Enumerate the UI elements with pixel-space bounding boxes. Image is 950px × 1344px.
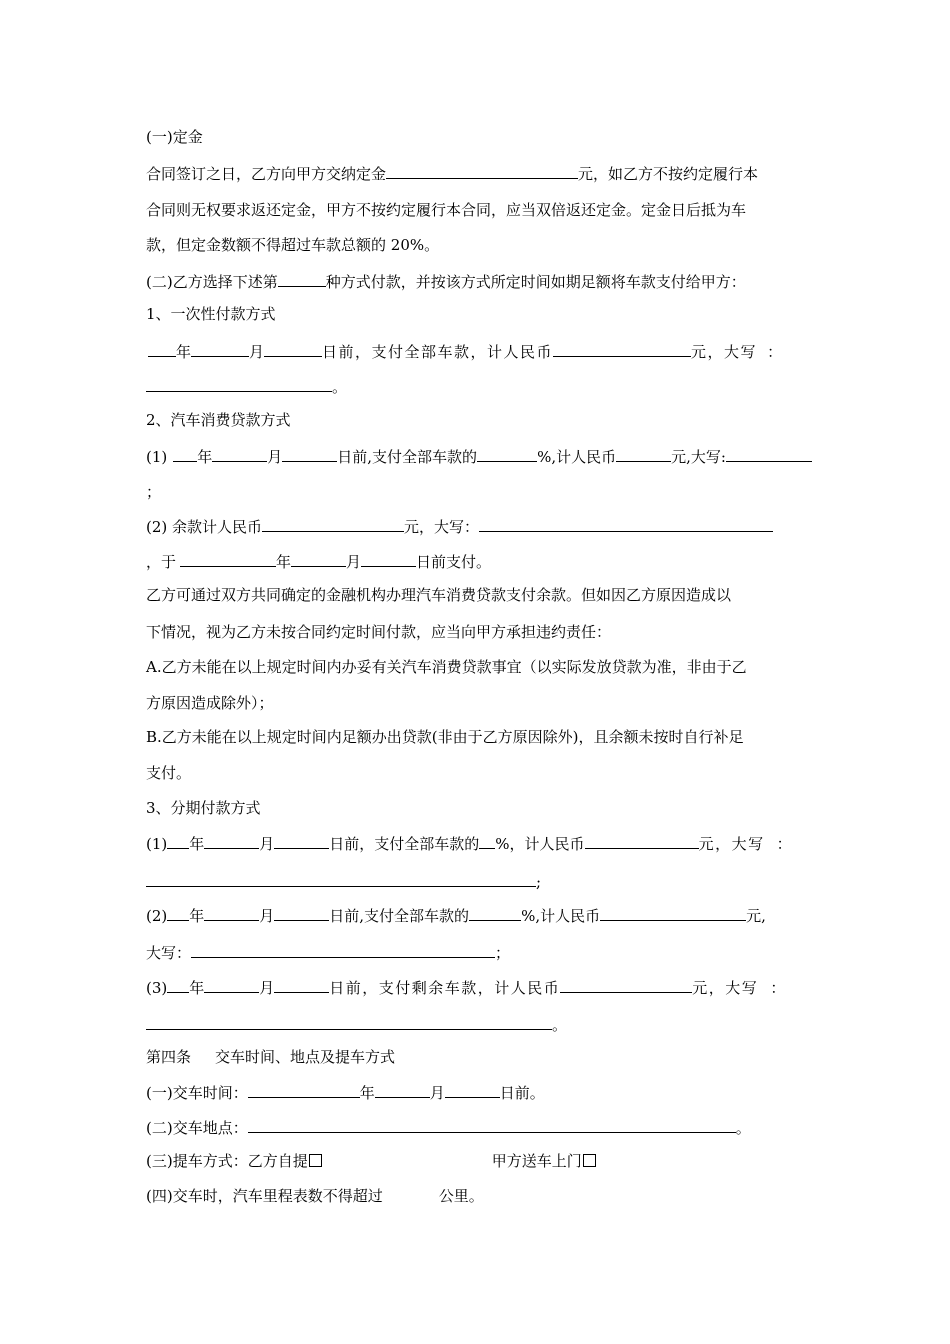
delivery-time-label: (一)交车时间：	[146, 1084, 248, 1102]
installment-item-2-prefix: (2)	[146, 907, 168, 925]
lump-sum-month-blank[interactable]	[191, 340, 249, 357]
loan-item-1-year-label: 年	[197, 448, 213, 466]
loan-item-2-yuan-text: 元，大写：	[404, 518, 480, 536]
loan-item-2-month-blank[interactable]	[291, 550, 346, 567]
installment-item-1-month-label: 月	[259, 835, 275, 853]
lump-sum-line-2	[146, 375, 347, 397]
loan-item-2-amount-blank[interactable]	[262, 515, 404, 532]
deposit-para-line-1	[146, 162, 758, 184]
pickup-delivery-label: 甲方送车上门	[491, 1152, 582, 1170]
loan-heading: 2、汽车消费贷款方式	[146, 411, 291, 429]
loan-item-2	[146, 515, 773, 537]
installment-item-3-month-label: 月	[259, 979, 275, 997]
loan-item-1	[146, 445, 812, 467]
installment-item-3-yuan-text: 元，大写	[692, 979, 759, 997]
article-4-heading: 交车时间、地点及提车方式	[215, 1048, 396, 1066]
lump-sum-year-label: 年	[176, 343, 192, 361]
installment-item-2-month-blank[interactable]	[204, 904, 259, 921]
loan-item-1-day-blank[interactable]	[282, 445, 337, 462]
installment-item-2-percent-text: %,计人民币	[521, 907, 601, 925]
installment-item-3-colon: ：	[770, 979, 786, 997]
pickup-delivery-checkbox[interactable]	[583, 1154, 596, 1167]
installment-item-2-words-line	[146, 941, 510, 963]
installment-item-1-prefix: (1)	[146, 835, 168, 853]
loan-item-1-month-label: 月	[267, 448, 283, 466]
installment-item-2-words-label: 大写：	[146, 944, 192, 962]
loan-item-2-date-prefix: ，于	[146, 553, 177, 571]
deposit-para-line-3: 款，但定金数额不得超过车款总额的 20%。	[146, 236, 440, 254]
article-4-title	[146, 1047, 395, 1067]
installment-item-1-colon: ：	[776, 835, 792, 853]
installment-item-2-year-label: 年	[189, 907, 205, 925]
delivery-place-blank[interactable]	[248, 1116, 736, 1133]
installment-item-3-month-blank[interactable]	[204, 976, 259, 993]
lump-sum-yuan-text: 元，大写	[691, 343, 758, 361]
installment-item-1-percent-text: %，计人民币	[495, 835, 585, 853]
pickup-method-line	[146, 1151, 596, 1171]
delivery-time-year-blank[interactable]	[248, 1081, 360, 1098]
lump-sum-heading: 1、一次性付款方式	[146, 305, 276, 323]
installment-item-3-words-line	[146, 1013, 567, 1035]
loan-item-2-text: (2) 余款计人民币	[146, 518, 263, 536]
installment-item-3-day-blank[interactable]	[274, 976, 329, 993]
installment-item-3-year-label: 年	[189, 979, 205, 997]
installment-item-1-words-blank[interactable]	[146, 870, 536, 887]
loan-item-1-year-blank[interactable]	[173, 445, 197, 462]
installment-item-1-year-label: 年	[189, 835, 205, 853]
loan-item-1-prefix: (1)	[146, 448, 168, 466]
installment-item-2-words-blank[interactable]	[191, 941, 495, 958]
installment-item-1-day-blank[interactable]	[274, 832, 329, 849]
loan-item-2-day-text: 日前支付。	[416, 553, 492, 571]
loan-clause-b-line-2: 支付。	[146, 764, 192, 782]
loan-item-2-day-blank[interactable]	[361, 550, 416, 567]
installment-item-2-year-blank[interactable]	[167, 904, 189, 921]
deposit-heading: (一)定金	[146, 128, 203, 146]
payment-method-number-blank[interactable]	[278, 270, 326, 287]
installment-item-1-words-line	[146, 870, 541, 892]
deposit-text-b: 元，如乙方不按约定履行本	[578, 165, 759, 183]
installment-item-3-amount-blank[interactable]	[560, 976, 692, 993]
lump-sum-amount-blank[interactable]	[553, 340, 691, 357]
installment-item-3-year-blank[interactable]	[167, 976, 189, 993]
lump-sum-day-blank[interactable]	[264, 340, 322, 357]
loan-item-1-day-text: 日前,支付全部车款的	[337, 448, 478, 466]
odometer-text: (四)交车时，汽车里程表数不得超过	[146, 1187, 383, 1205]
delivery-time-month-blank[interactable]	[375, 1081, 430, 1098]
installment-item-1-day-text: 日前，支付全部车款的	[329, 835, 480, 853]
deposit-amount-blank[interactable]	[386, 162, 578, 179]
installment-item-2-month-label: 月	[259, 907, 275, 925]
installment-item-3-words-blank[interactable]	[146, 1013, 552, 1030]
installment-item-2-amount-blank[interactable]	[600, 904, 746, 921]
deposit-text-a: 合同签订之日，乙方向甲方交纳定金	[146, 165, 387, 183]
lump-sum-colon: ：	[767, 343, 783, 361]
odometer-unit: 公里。	[438, 1187, 484, 1205]
loan-note-line-1: 乙方可通过双方共同确定的金融机构办理汽车消费贷款支付余款。但如因乙方原因造成以	[146, 586, 732, 604]
installment-item-2-yuan-text: 元,	[746, 907, 766, 925]
loan-clause-b-line-1: B.乙方未能在以上规定时间内足额办出贷款(非由于乙方原因除外)，且余额未按时自行补足	[146, 728, 744, 746]
loan-item-2-words-blank[interactable]	[479, 515, 773, 532]
payment-choice-text-b: 种方式付款，并按该方式所定时间如期足额将车款支付给甲方：	[325, 273, 746, 291]
installment-item-3-prefix: (3)	[146, 979, 168, 997]
loan-item-1-words-blank[interactable]	[726, 445, 812, 462]
payment-choice-line	[146, 270, 746, 292]
loan-clause-a-line-1: A.乙方未能在以上规定时间内办妥有关汽车消费贷款事宜（以实际发放贷款为准，非由于乙	[146, 658, 747, 676]
lump-sum-line-1	[146, 340, 782, 362]
installment-item-3-day-text: 日前，支付剩余车款，计人民币	[329, 979, 561, 997]
payment-choice-text-a: (二)乙方选择下述第	[146, 273, 278, 291]
loan-clause-a-line-2: 方原因造成除外）；	[146, 694, 274, 712]
installment-item-2-percent-blank[interactable]	[469, 904, 521, 921]
pickup-self-checkbox[interactable]	[309, 1154, 322, 1167]
delivery-time-year-label: 年	[359, 1084, 375, 1102]
loan-item-2-year-blank[interactable]	[180, 550, 276, 567]
loan-note-line-2: 下情况，视为乙方未按合同约定时间付款，应当向甲方承担违约责任：	[146, 623, 612, 641]
delivery-place-label: (二)交车地点：	[146, 1119, 248, 1137]
delivery-time-month-label: 月	[429, 1084, 445, 1102]
installment-item-2	[146, 904, 766, 926]
article-4-number: 第四条	[146, 1048, 192, 1066]
loan-item-1-percent-blank[interactable]	[477, 445, 537, 462]
installment-item-3-period: 。	[552, 1016, 568, 1034]
installment-item-2-semicolon: ；	[495, 944, 511, 962]
deposit-para-line-2: 合同则无权要求返还定金，甲方不按约定履行本合同，应当双倍返还定金。定金日后抵为车	[146, 201, 747, 219]
delivery-place-line	[146, 1116, 751, 1138]
lump-sum-day-text: 日前，支付全部车款，计人民币	[322, 343, 554, 361]
delivery-time-day-text: 日前。	[499, 1084, 545, 1102]
installment-item-1-amount-blank[interactable]	[585, 832, 699, 849]
delivery-time-line	[146, 1081, 545, 1103]
installment-item-1-percent-blank[interactable]	[479, 832, 495, 849]
loan-item-1-yuan-text: 元,大写:	[671, 448, 726, 466]
lump-sum-period: 。	[332, 378, 348, 396]
installment-item-1-year-blank[interactable]	[167, 832, 189, 849]
installment-item-2-day-text: 日前,支付全部车款的	[329, 907, 470, 925]
loan-item-2-date-line	[146, 550, 491, 572]
installment-item-1-yuan-text: 元，大写	[698, 835, 765, 853]
odometer-line	[146, 1186, 484, 1206]
installment-item-3	[146, 976, 785, 998]
loan-item-2-year-label: 年	[276, 553, 292, 571]
installment-heading: 3、分期付款方式	[146, 799, 261, 817]
installment-item-1-month-blank[interactable]	[204, 832, 259, 849]
lump-sum-month-label: 月	[249, 343, 265, 361]
lump-sum-year-blank[interactable]	[148, 340, 176, 357]
loan-item-2-month-label: 月	[346, 553, 362, 571]
loan-item-1-percent-text: %,计人民币	[537, 448, 617, 466]
pickup-self-label: (三)提车方式：乙方自提	[146, 1152, 308, 1170]
loan-item-1-amount-blank[interactable]	[616, 445, 671, 462]
lump-sum-words-blank[interactable]	[146, 375, 332, 392]
delivery-time-day-blank[interactable]	[445, 1081, 500, 1098]
loan-item-1-month-blank[interactable]	[212, 445, 267, 462]
installment-item-1	[146, 832, 792, 854]
delivery-place-period: 。	[735, 1119, 751, 1137]
installment-item-2-day-blank[interactable]	[274, 904, 329, 921]
loan-item-1-semicolon: ；	[146, 483, 162, 501]
installment-item-1-semicolon: ;	[536, 873, 542, 891]
